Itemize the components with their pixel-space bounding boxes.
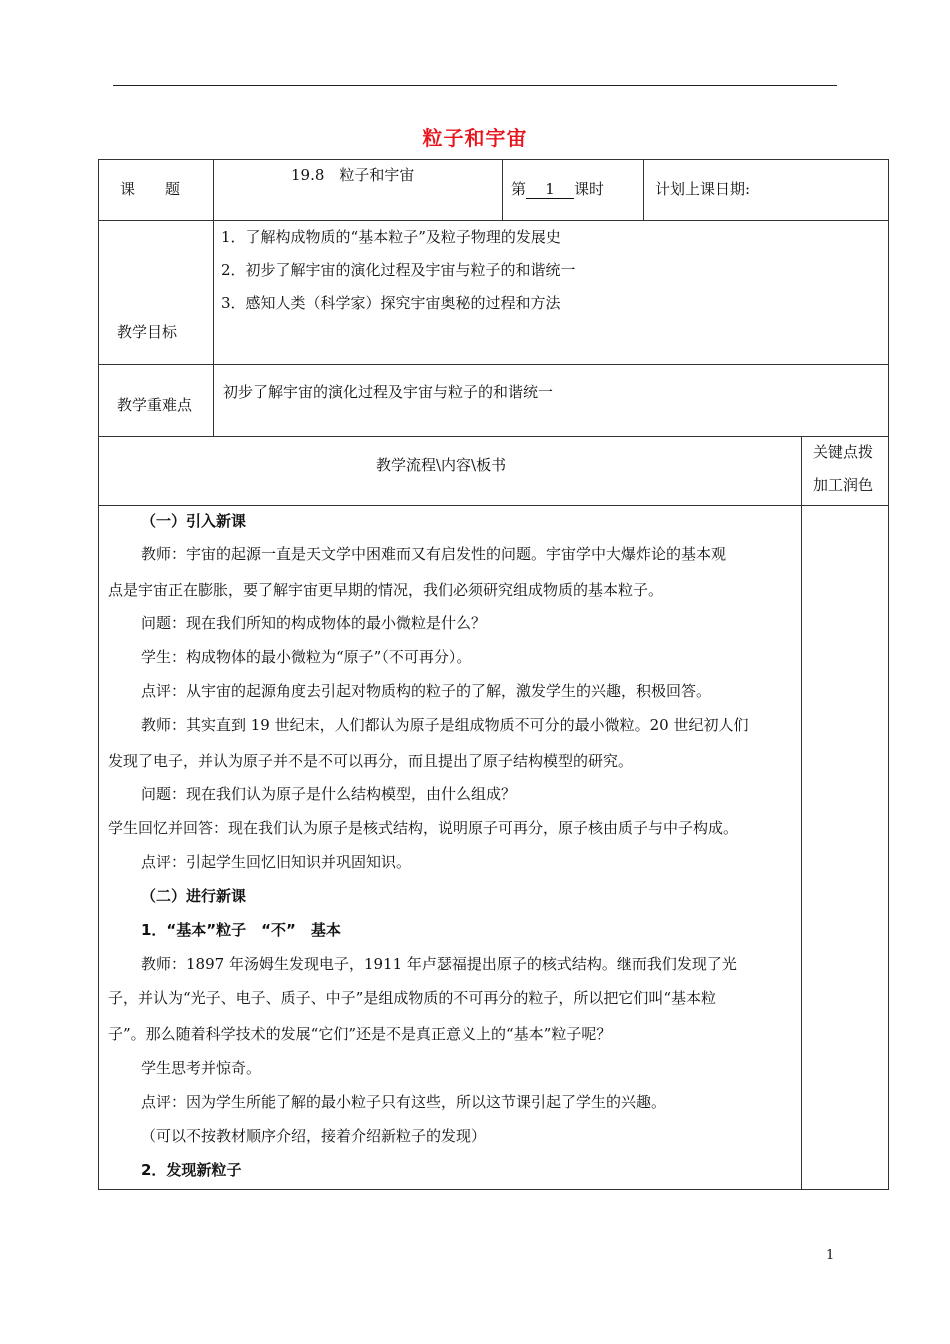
paragraph-line: 学生：构成物体的最小微粒为“原子”（不可再分）。 xyxy=(141,648,472,666)
goals-label: 教学目标 xyxy=(117,323,178,341)
goal-item-2: 2．初步了解宇宙的演化过程及宇宙与粒子的和谐统一 xyxy=(221,261,576,279)
lesson-suffix: 课时 xyxy=(574,180,605,198)
paragraph-line: （可以不按教材顺序介绍，接着介绍新粒子的发现） xyxy=(141,1127,487,1145)
flow-header: 教学流程\内容\板书 xyxy=(376,456,507,474)
key-points-label: 教学重难点 xyxy=(117,396,193,414)
subsection-heading-1: 1．“基本”粒子 “不” 基本 xyxy=(141,921,341,939)
lesson-number: 1 xyxy=(526,180,574,199)
paragraph-line: 教师：1897 年汤姆生发现电子，1911 年卢瑟福提出原子的核式结构。继而我们发现了光 xyxy=(141,955,737,973)
planned-date-label: 计划上课日期: xyxy=(655,180,751,198)
paragraph-line: 发现了电子，并认为原子并不是不可以再分，而且提出了原子结构模型的研究。 xyxy=(108,752,634,770)
page-number: 1 xyxy=(826,1248,835,1263)
header-rule xyxy=(113,85,837,86)
goal-item-1: 1．了解构成物质的“基本粒子”及粒子物理的发展史 xyxy=(221,228,561,246)
paragraph-line: 点评：因为学生所能了解的最小粒子只有这些，所以这节课引起了学生的兴趣。 xyxy=(141,1093,667,1111)
paragraph-line: 问题：现在我们认为原子是什么结构模型，由什么组成？ xyxy=(141,785,517,803)
paragraph-line: 点评：从宇宙的起源角度去引起对物质构的粒子的了解，激发学生的兴趣，积极回答。 xyxy=(141,682,712,700)
paragraph-line: 子，并认为“光子、电子、质子、中子”是组成物质的不可再分的粒子，所以把它们叫“基本粒 xyxy=(108,989,717,1007)
side-header-line-2: 加工润色 xyxy=(813,476,874,494)
topic-value: 19.8 粒子和宇宙 xyxy=(291,166,415,184)
goal-item-3: 3．感知人类（科学家）探究宇宙奥秘的过程和方法 xyxy=(221,294,561,312)
paragraph-line: 子”。那么随着科学技术的发展“它们”还是不是真正意义上的“基本”粒子呢？ xyxy=(108,1025,612,1043)
paragraph-line: 点是宇宙正在膨胀，要了解宇宙更早期的情况，我们必须研究组成物质的基本粒子。 xyxy=(108,581,664,599)
paragraph-line: 学生回忆并回答：现在我们认为原子是核式结构，说明原子可再分，原子核由质子与中子构成。 xyxy=(108,819,739,837)
section-heading-new: （二）进行新课 xyxy=(141,887,247,905)
side-header-line-1: 关键点拨 xyxy=(813,443,874,461)
paragraph-line: 教师：宇宙的起源一直是天文学中困难而又有启发性的问题。宇宙学中大爆炸论的基本观 xyxy=(141,545,727,563)
key-points-value: 初步了解宇宙的演化过程及宇宙与粒子的和谐统一 xyxy=(223,383,554,401)
paragraph-line: 教师：其实直到 19 世纪末，人们都认为原子是组成物质不可分的最小微粒。20 世纪初人们 xyxy=(141,716,749,734)
lesson-prefix: 第 xyxy=(511,180,527,198)
topic-label: 课 题 xyxy=(120,180,181,198)
paragraph-line: 问题：现在我们所知的构成物体的最小微粒是什么？ xyxy=(141,614,487,632)
paragraph-line: 学生思考并惊奇。 xyxy=(141,1059,262,1077)
section-heading-intro: （一）引入新课 xyxy=(141,512,247,530)
document-title: 粒子和宇宙 xyxy=(422,126,528,150)
subsection-heading-2: 2．发现新粒子 xyxy=(141,1161,242,1179)
lesson-period xyxy=(511,178,604,199)
paragraph-line: 点评：引起学生回忆旧知识并巩固知识。 xyxy=(141,853,412,871)
